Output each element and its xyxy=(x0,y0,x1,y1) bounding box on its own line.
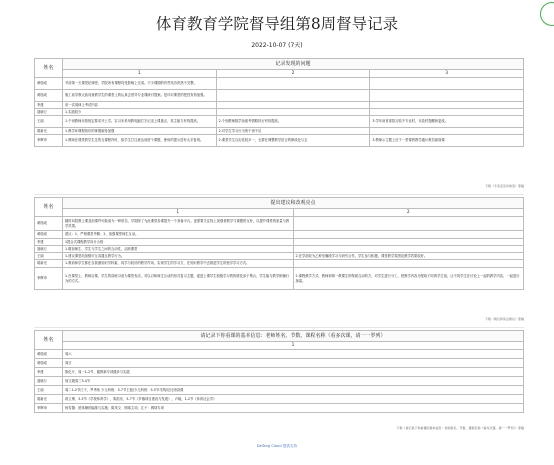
reviewer-name: 黄瑞成 xyxy=(35,217,63,231)
reviewer-name: 胡新光 xyxy=(35,395,63,404)
table-row xyxy=(35,102,524,109)
section-header: 请记录下你看课的基本信息：老师姓名、节数、课程名称（看多次课，请一一罗列） xyxy=(63,331,524,342)
suggestions-table xyxy=(34,197,524,290)
page-title: 体育教育学院督导组第8周督导记录 xyxy=(155,15,399,33)
table-row xyxy=(35,246,524,253)
table-cell: 1.教师在课堂教学生过的互课程内时，似学生打注意达成度个课题，使用的提示语有太多复现。 xyxy=(63,135,217,147)
reviewer-name: 胡新光 xyxy=(35,260,63,268)
table-row xyxy=(35,350,524,359)
table-cell xyxy=(370,78,524,90)
table-cell xyxy=(216,78,370,90)
table-row xyxy=(35,377,524,386)
report-date: 2022-10-07 (7天) xyxy=(251,42,303,49)
reviewer-name: 黄瑞成 xyxy=(35,359,63,368)
table-cell xyxy=(370,109,524,116)
table-cell xyxy=(293,260,524,268)
table-cell xyxy=(293,217,524,231)
table-cell: 1.教前和学生都在自我测知识学科素，同学与较好的教学作用，实现学生的学习方，在知识教学中去推进学生的独学学习方式。 xyxy=(63,260,294,268)
table-cell: 2.课堂学生自由性较多一，无要在调整教学语言的修改化与去 xyxy=(216,135,370,147)
table-cell xyxy=(370,128,524,135)
table-row xyxy=(35,260,524,268)
table-cell: 建议：1、严格课堂考勤；2、加强课堂师生互动。 xyxy=(63,231,294,239)
download-link[interactable]: 下载《专家意见问卷表》原稿 xyxy=(484,184,524,188)
column-label: 1 xyxy=(63,342,524,350)
reviewer-name: 黄瑞成 xyxy=(35,90,63,102)
table-cell xyxy=(216,109,370,116)
table-cell xyxy=(370,102,524,109)
table-row xyxy=(35,90,524,102)
column-label: 1 xyxy=(63,70,217,78)
table-row xyxy=(35,239,524,246)
reviewer-name: 李辉申 xyxy=(35,404,63,413)
table-row xyxy=(35,116,524,128)
table-cell xyxy=(370,90,524,102)
issues-table xyxy=(34,58,524,147)
table-cell xyxy=(216,102,370,109)
reviewer-name: 李建 xyxy=(35,368,63,377)
table-row xyxy=(35,395,524,404)
table-cell xyxy=(293,246,524,253)
table-row xyxy=(35,135,524,147)
table-row xyxy=(35,231,524,239)
table-cell: 杨雪馨：团体操的编排与实施；陈茂文：网球主项；江子：网球专项 xyxy=(63,404,524,413)
table-cell: 2.在学前较为乙种至确段学习与研究合作，学生参与积极，课堂教学氛围及教学效果较好。 xyxy=(293,253,524,260)
table-cell xyxy=(293,239,524,246)
section-header: 记录发现的问题 xyxy=(63,59,524,70)
download-link[interactable]: 下载《请记录下你看课的基本信息：老师姓名、节数、课程名称（看多次课，请一一罗列）》原稿 xyxy=(396,426,524,430)
reviewer-name: 王丽 xyxy=(35,253,63,260)
column-label: 1 xyxy=(63,209,294,217)
table-cell: 1.教学环课程知识的掌握亟待加强 xyxy=(63,128,217,135)
table-row xyxy=(35,217,524,231)
reviewer-name: 黄瑞成 xyxy=(35,231,63,239)
divider xyxy=(34,327,524,328)
name-header: 姓名 xyxy=(35,59,63,78)
table-cell: 1.实践较少 xyxy=(63,109,217,116)
table-row xyxy=(35,359,524,368)
download-link[interactable]: 下载《建议和亮点建议》原稿 xyxy=(484,317,524,321)
table-row xyxy=(35,109,524,116)
table-cell: 周日 xyxy=(63,359,524,368)
table-cell: 1.在课堂上，教师启课、学生的讲练习成为课堂有活，对以讨和师生互动的形式复习主题，促进上课学生积极学习的热情及参于集合，学生能与教学相辅行为的方式。 xyxy=(63,268,294,290)
section-suggestions xyxy=(34,197,524,290)
table-cell: 1.个别教师未按规定要求开上学。实习未采用教电脑打字记录上课重点，其主能力有待提高。 xyxy=(63,116,217,128)
table-cell: 1.建议课堂前加强可互沟通互教学行为。 xyxy=(63,253,294,260)
table-cell: 施工前学教大致同意教学生的课堂上的认真去度导专业课研讨提案。是环对课堂的把控有待加强。 xyxy=(63,90,217,102)
table-cell xyxy=(216,90,370,102)
column-label: 2 xyxy=(216,70,370,78)
table-cell: 周六 xyxy=(63,350,524,359)
table-cell: 3.教师示主题上后于一堂课的教学通计教员面面课 xyxy=(370,135,524,147)
footer-brand[interactable]: DeTang Cloud 提供支持 xyxy=(256,444,298,448)
reviewer-name: 黄瑞成 xyxy=(35,350,63,359)
reviewer-name: 聂晓万 xyxy=(35,109,63,116)
reviewer-name: 聂晓万 xyxy=(35,377,63,386)
name-header: 姓名 xyxy=(35,331,63,350)
table-cell: 随时向院教上课及前课件可能成为一种常态，学院除了为此课堂参课提升一个高备平台。更需要关注线上加强者教学与课题的互补，以提升课堂的质量与教学效果。 xyxy=(63,217,294,231)
table-cell: 1提合式课程教学设计合格 xyxy=(63,239,294,246)
section-class-info xyxy=(34,330,524,413)
table-row xyxy=(35,404,524,413)
reviewer-name: 王丽 xyxy=(35,116,63,128)
table-cell: 何文媛周三3-4节 xyxy=(63,377,524,386)
column-label: 3 xyxy=(370,70,524,78)
table-row xyxy=(35,268,524,290)
table-row xyxy=(35,368,524,377)
table-cell: 说一次周律上考试内容 xyxy=(63,102,217,109)
section-issues xyxy=(34,58,524,147)
column-label: 2 xyxy=(293,209,524,217)
table-cell: 蒋立博，3-5节《学校体育学》，陈浩东，5-7节《乡镇项目建设与发展》，卢晓，1-2节《体育社会学》 xyxy=(63,395,524,404)
table-cell: 周二1-2节江子，罗秀伟 少儿科班：5-7节王振/少儿科班：5-5节马纳/足比则设课 xyxy=(63,386,524,395)
reviewer-name: 李建 xyxy=(35,102,63,109)
table-row xyxy=(35,128,524,135)
table-row xyxy=(35,253,524,260)
reviewer-name: 聂晓万 xyxy=(35,246,63,253)
reviewer-name: 胡新光 xyxy=(35,128,63,135)
reviewer-name: 王丽 xyxy=(35,386,63,395)
table-row xyxy=(35,78,524,90)
class-info-table xyxy=(34,330,524,413)
table-cell: 节前第一天课堂纪律差，学院所有课程均受影响上完成。不少课期的有些英各供热不完整。 xyxy=(63,78,217,90)
table-cell: 2.对学生学习行为的个别不足 xyxy=(216,128,370,135)
table-cell xyxy=(293,231,524,239)
reviewer-name: 李辉申 xyxy=(35,135,63,147)
name-header: 姓名 xyxy=(35,198,63,217)
table-cell: 陈化厅，周一1-2节，健教新专项健诊与实践 xyxy=(63,368,524,377)
divider xyxy=(34,194,524,195)
table-row xyxy=(35,386,524,395)
reviewer-name: 李建 xyxy=(35,239,63,246)
section-header: 提出建议和改观亮点 xyxy=(63,198,524,209)
reviewer-name: 黄瑞成 xyxy=(35,78,63,90)
table-cell: 3.学年前首部院习较不专业时，未及时提醒和更改。 xyxy=(370,116,524,128)
table-cell: 2.个别教师数学参留考情路执行有待提高。 xyxy=(216,116,370,128)
table-cell: 2.课程教学方式，教师和第一教课生的保面互动的方，对学生进行分工，把教学内容分配给不同的学生组，让不同学生在讨论上一起的教学内容，一起进行探索。 xyxy=(293,268,524,290)
reviewer-name: 李辉申 xyxy=(35,268,63,290)
table-cell: 1.增加师生、学生与学生之间的互动性，活跃课堂 xyxy=(63,246,294,253)
